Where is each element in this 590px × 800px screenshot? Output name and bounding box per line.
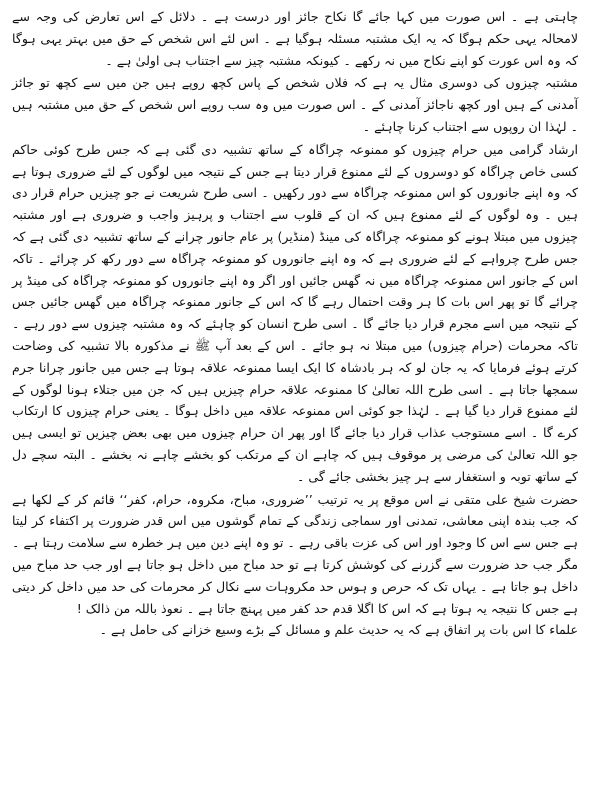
closing-line: علماء کا اس بات پر اتفاق ہے کہ یہ حدیث علم و مسائل کے بڑے وسیع خزانے کی حامل ہے ۔	[99, 622, 578, 638]
paragraph: چاہتی ہے ۔ اس صورت میں کہا جائے گا نکاح جائز اور درست ہے ۔ دلائل کے اس تعارض کی وجہ سے لامحالہ یہی حکم ہوگا کہ یہ ایک مشتبہ مسئلہ ہوگیا ہے ۔ اس لئے اس شخص کے حق میں بہتر یہی ہوگا کہ وہ اس عورت کو اپنے نکاح میں نہ رکھے ۔ کیونکہ مشتبہ چیز سے اجتناب ہی اولیٰ ہے ۔	[12, 9, 578, 68]
paragraph: ارشاد گرامی میں حرام چیزوں کو ممنوعہ چراگاہ کے ساتھ تشبیہ دی گئی ہے کہ جس طرح کوئی حاکم کسی خاص چراگاہ کو دوسروں کے لئے ممنوع قرار دیتا ہے جس کے نتیجہ میں لوگوں کے لئے ضروری ہوتا ہے کہ وہ اپنے جانوروں کو اس ممنوعہ چراگاہ سے دور رکھیں ۔ اسی طرح شریعت نے جو چیزیں حرام قرار دی ہیں ۔ وہ لوگوں کے لئے ممنوع ہیں کہ ان کے قلوب سے اجتناب و پرہیز واجب و ضروری ہے اور مشتبہ چیزوں میں مبتلا ہونے کو ممنوعہ چراگاہ کی مینڈ (منڈیر) پر عام جانور چرانے کے ساتھ تشبیہ دی گئی ہے کہ جس طرح چرواہے کے لئے ضروری ہے کہ وہ اپنے جانوروں کو ممنوعہ چراگاہ سے دور رکھ کر چرائے ۔ تاکہ اس کے جانور اس ممنوعہ چراگاہ میں نہ گھس جائیں اور اگر وہ اپنے جانوروں کو ممنوعہ چراگاہ کی مینڈ پر چرائے گا تو پھر اس بات کا ہر وقت احتمال رہے گا کہ اس کے جانور ممنوعہ چراگاہ میں گھس جائیں جس کے نتیجہ میں اسے مجرم قرار دیا جائے گا ۔ اسی طرح انسان کو چاہئے کہ وہ مشتبہ چیزوں سے دور رہے ۔ تاکہ محرمات (حرام چیزوں) میں مبتلا نہ ہو جائے ۔ اس کے بعد آپ ﷺ نے مذکورہ بالا تشبیہ کی وضاحت کرتے ہوئے فرمایا کہ یہ جان لو کہ ہر بادشاہ کا ایک ایسا ممنوعہ علاقہ ہوتا ہے جس میں جانور چرانا جرم سمجھا جاتا ہے ۔ اسی طرح اللہ تعالیٰ کا ممنوعہ علاقہ حرام چیزیں ہیں کہ جن میں جتلاء ہونا لوگوں کے لئے ممنوع قرار دیا گیا ہے ۔ لہٰذا جو کوئی اس ممنوعہ علاقہ میں داخل ہوگا ۔ یعنی حرام چیزوں کا ارتکاب کرے گا ۔ اسے مستوجب عذاب قرار دیا جائے گا اور پھر ان حرام چیزوں میں بھی بعض چیزیں تو ایسی ہیں جو اللہ تعالیٰ کی مرضی پر موقوف ہیں کہ چاہے ان کے مرتکب کو بخشے چاہے نہ بخشے ۔ البتہ سچے دل کے ساتھ توبہ و استغفار سے ہر چیز بخشی جائے گی ۔	[12, 141, 578, 484]
paragraph: مشتبہ چیزوں کی دوسری مثال یہ ہے کہ فلاں شخص کے پاس کچھ روپے ہیں جن میں سے کچھ تو جائز آمدنی کے ہیں اور کچھ ناجائز آمدنی کے ۔ اس صورت میں وہ سب روپے اس شخص کے حق میں مشتبہ ہیں ۔ لہٰذا ان روپوں سے اجتناب کرنا چاہئے ۔	[12, 75, 578, 134]
paragraph: حضرت شیخ علی متقی نے اس موقع پر یہ ترتیب ’’ضروری، مباح، مکروہ، حرام، کفر‘‘ قائم کر کے لکھا ہے کہ جب بندہ اپنی معاشی، تمدنی اور سماجی زندگی کے تمام گوشوں میں اس قدر ضرورت پر اکتفاء کر لیتا ہے جس سے اس کا وجود اور اس کی عزت باقی رہے ۔ تو وہ اپنے دین میں ہر خطرہ سے سلامت رہتا ہے ۔ مگر جب حد ضرورت سے گزرنے کی کوشش کرتا ہے تو حد مباح میں داخل ہو جاتا ہے اور جب حد مباح میں داخل ہو جاتا ہے ۔ یہاں تک کہ حرص و ہوس حد مکروہات سے نکال کر محرمات کی حد میں داخل کر دیتی ہے جس کا نتیجہ یہ ہوتا ہے کہ اس کا اگلا قدم حد کفر میں پہنچ جاتا ہے ۔ نعوذ باللہ من ذالک !	[12, 491, 578, 616]
